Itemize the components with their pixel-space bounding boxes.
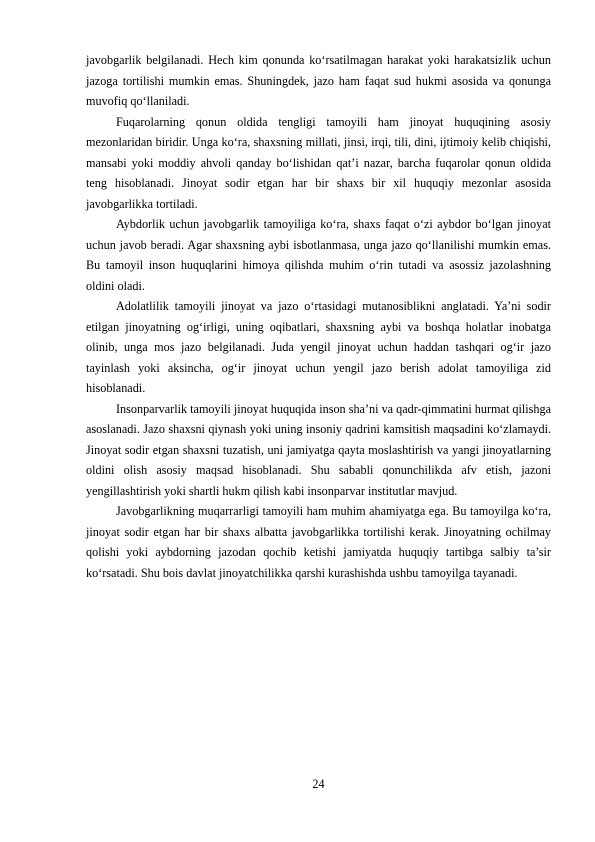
paragraph-justice-principle: Adolatlilik tamoyili jinoyat va jazo o‘rtasidagi mutanosiblikni anglatadi. Ya’ni sodir etilgan jinoyatning og‘irligi, uning oqibatlari, shaxsning aybi va boshqa holatlar inobatga olinib, unga mos jazo belgilanadi. Juda yengil jinoyat uchun haddan tashqari og‘ir jazo tayinlash yoki aksincha, og‘ir jinoyat uchun yengil jazo berish adolat tamoyiliga zid hisoblanadi.: [86, 299, 551, 395]
paragraph-equality-principle: Fuqarolarning qonun oldida tengligi tamoyili ham jinoyat huquqining asosiy mezonlaridan biridir. Unga ko‘ra, shaxsning millati, jinsi, irqi, tili, dini, ijtimoiy kelib chiqishi, mansabi yoki moddiy ahvoli qanday bo‘lishidan qat’i nazar, barcha fuqarolar qonun oldida teng hisoblanadi. Jinoyat sodir etgan har bir shaxs bir xil huquqiy mezonlar asosida javobgarlikka tortiladi.: [86, 114, 551, 211]
page-body: [86, 50, 551, 583]
page-number: 24: [312, 777, 325, 791]
paragraph-inevitability-principle: Javobgarlikning muqarrarligi tamoyili ham muhim ahamiyatga ega. Bu tamoyilga ko‘ra, jinoyat sodir etgan har bir shaxs albatta javobgarlikka tortilishi kerak. Jinoyatning ochilmay qolishi yoki aybdorning jazodan qochib ketishi jamiyatda huquqiy tartibga salbiy ta’sir ko‘rsatadi. Shu bois davlat jinoyatchilikka qarshi kurashishda ushbu tamoyilga tayanadi.: [86, 504, 551, 580]
paragraph-guilt-principle: Aybdorlik uchun javobgarlik tamoyiliga ko‘ra, shaxs faqat o‘zi aybdor bo‘lgan jinoyat uchun javob beradi. Agar shaxsning aybi isbotlanmasa, unga jazo qo‘llanilishi mumkin emas. Bu tamoyil inson huquqlarini himoya qilishda muhim o‘rin tutadi va asossiz jazolashning oldini oladi.: [86, 217, 551, 293]
paragraph-humanism-principle: Insonparvarlik tamoyili jinoyat huquqida inson sha’ni va qadr-qimmatini hurmat qilishga asoslanadi. Jazo shaxsni qiynash yoki uning insoniy qadrini kamsitish maqsadini ko‘zlamaydi. Jinoyat sodir etgan shaxsni tuzatish, uni jamiyatga qayta moslashtirish va yangi jinoyatlarning oldini olish asosiy maqsad hisoblanadi. Shu sababli qonunchilikda afv etish, jazoni yengillashtirish yoki shartli hukm qilish kabi insonparvar institutlar mavjud.: [86, 401, 551, 498]
paragraph-continuation: javobgarlik belgilanadi. Hech kim qonunda ko‘rsatilmagan harakat yoki harakatsizlik uchun jazoga tortilishi mumkin emas. Shuningdek, jazo ham faqat sud hukmi asosida va qonunga muvofiq qo‘llaniladi.: [86, 53, 551, 108]
